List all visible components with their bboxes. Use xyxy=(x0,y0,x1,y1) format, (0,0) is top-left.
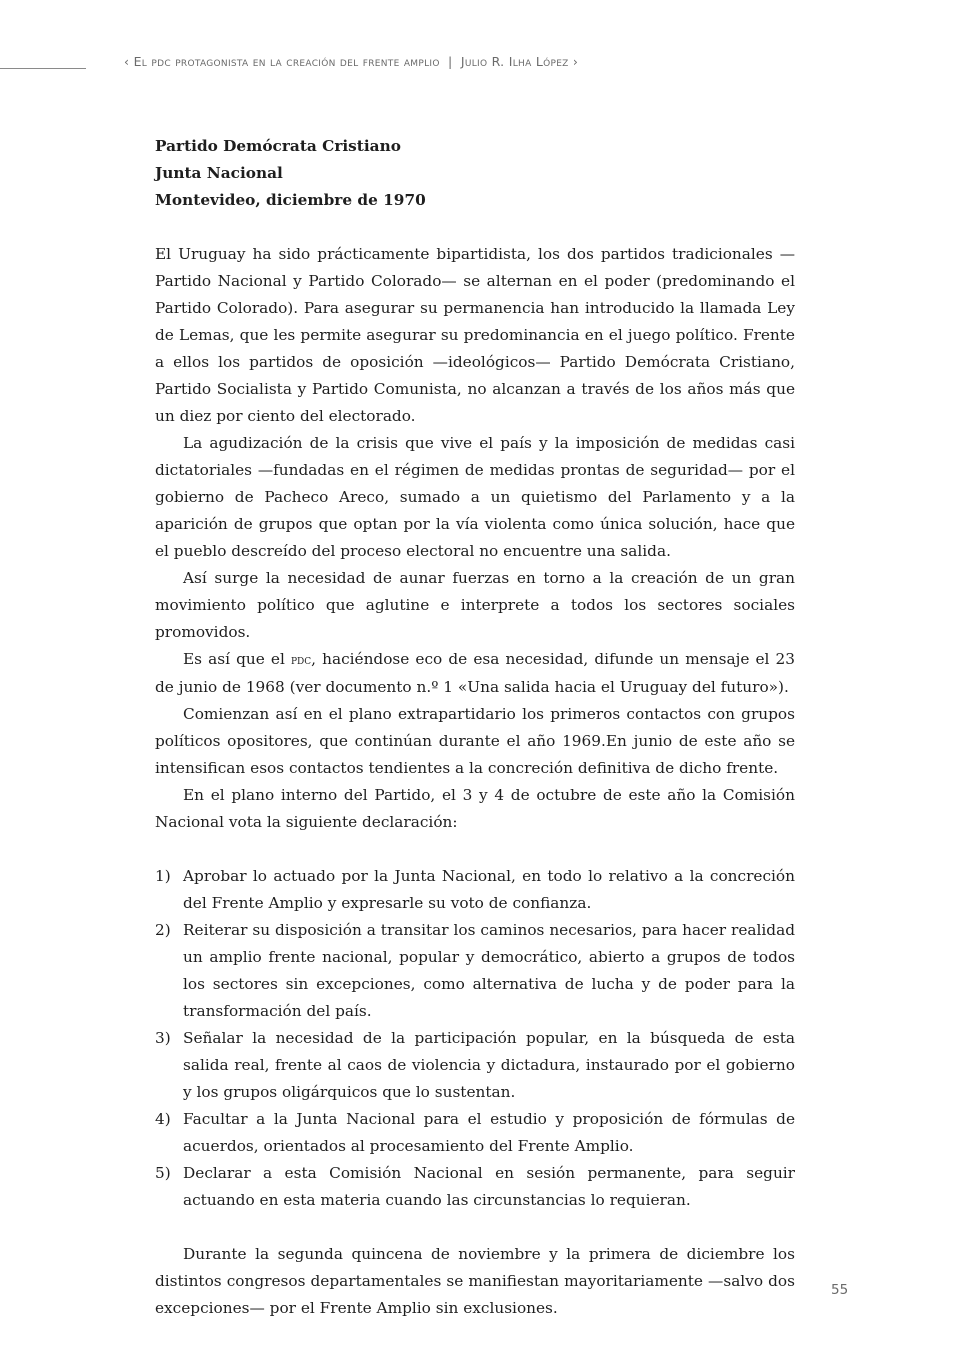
header-right-mark: › xyxy=(572,54,579,69)
page-number: 55 xyxy=(831,1282,849,1298)
heading-place-date: Montevideo, diciembre de 1970 xyxy=(155,191,426,209)
list-item-number: 2) xyxy=(155,921,171,939)
list-item-number: 1) xyxy=(155,867,171,885)
list-item xyxy=(155,1160,795,1214)
paragraph-4-end: , haciéndose eco de esa necesidad, difunde un mensaje el 23 de junio de 1968 (ver documento n.º 1 «Una salida hacia el Uruguay del futuro»). xyxy=(155,650,795,696)
list-item xyxy=(155,863,795,917)
list-item xyxy=(155,1106,795,1160)
list-item-number: 3) xyxy=(155,1029,171,1047)
paragraph-3: Así surge la necesidad de aunar fuerzas en torno a la creación de un gran movimiento político que aglutine e interprete a todos los sectores sociales promovidos. xyxy=(155,569,795,641)
closing-paragraph: Durante la segunda quincena de noviembre y la primera de diciembre los distintos congresos departamentales se manifiestan mayoritariamente —salvo dos excepciones— por el Frente Amplio sin exclusiones. xyxy=(155,1245,795,1317)
paragraph-1: El Uruguay ha sido prácticamente bipartidista, los dos partidos tradicionales —Partido Nacional y Partido Colorado— se alternan en el poder (predominando el Partido Colorado). Para asegurar su permanencia han introducido la llamada Ley de Lemas, que les permite asegurar su predominancia en el juego político. Frente a ellos los partidos de oposición —ideológicos— Partido Demócrata Cristiano, Partido Socialista y Partido Comunista, no alcanzan a través de los años más que un diez por ciento del electorado. xyxy=(155,245,795,425)
header-left-mark: ‹ xyxy=(124,54,130,69)
header-rule xyxy=(0,68,86,69)
list-item-number: 5) xyxy=(155,1164,171,1182)
paragraph-5: Comienzan así en el plano extrapartidario los primeros contactos con grupos políticos opositores, que continúan durante el año 1969.En junio de este año se intensifican esos contactos tendientes a la concreción definitiva de dicho frente. xyxy=(155,705,795,777)
header-author: Julio R. Ilha López xyxy=(460,54,569,69)
list-item-text: Aprobar lo actuado por la Junta Nacional, en todo lo relativo a la concreción del Frente Amplio y expresarle su voto de confianza. xyxy=(183,867,795,912)
paragraph-4 xyxy=(155,646,795,701)
list-item-text: Declarar a esta Comisión Nacional en sesión permanente, para seguir actuando en esta materia cuando las circunstancias lo requieran. xyxy=(183,1164,795,1209)
document-heading xyxy=(155,133,795,214)
declaration-list xyxy=(155,863,795,1214)
paragraph-4-start: Es así que el xyxy=(183,650,291,668)
list-item-number: 4) xyxy=(155,1110,171,1128)
running-header xyxy=(124,54,578,69)
list-item xyxy=(155,917,795,1025)
paragraph-6: En el plano interno del Partido, el 3 y 4 de octubre de este año la Comisión Nacional vota la siguiente declaración: xyxy=(155,786,795,831)
heading-body: Junta Nacional xyxy=(155,164,283,182)
list-item-text: Reiterar su disposición a transitar los caminos necesarios, para hacer realidad un amplio frente nacional, popular y democrático, abierto a grupos de todos los sectores sin excepciones, como alternativa de lucha y de poder para la transformación del país. xyxy=(183,921,795,1020)
heading-party: Partido Demócrata Cristiano xyxy=(155,137,401,155)
page-body xyxy=(155,133,795,1322)
header-chapter-title: El pdc protagonista en la creación del frente amplio xyxy=(133,54,440,69)
header-separator: | xyxy=(448,54,453,69)
list-item-text: Señalar la necesidad de la participación popular, en la búsqueda de esta salida real, frente al caos de violencia y dictadura, instaurado por el gobierno y los grupos oligárquicos que lo sustentan. xyxy=(183,1029,795,1101)
list-item-text: Facultar a la Junta Nacional para el estudio y proposición de fórmulas de acuerdos, orientados al procesamiento del Frente Amplio. xyxy=(183,1110,795,1155)
paragraph-2: La agudización de la crisis que vive el país y la imposición de medidas casi dictatoriales —fundadas en el régimen de medidas prontas de seguridad— por el gobierno de Pacheco Areco, sumado a un quietismo del Parlamento y a la aparición de grupos que optan por la vía violenta como única solución, hace que el pueblo descreído del proceso electoral no encuentre una salida. xyxy=(155,434,795,560)
pdc-acronym: pdc xyxy=(290,653,312,668)
list-item xyxy=(155,1025,795,1106)
